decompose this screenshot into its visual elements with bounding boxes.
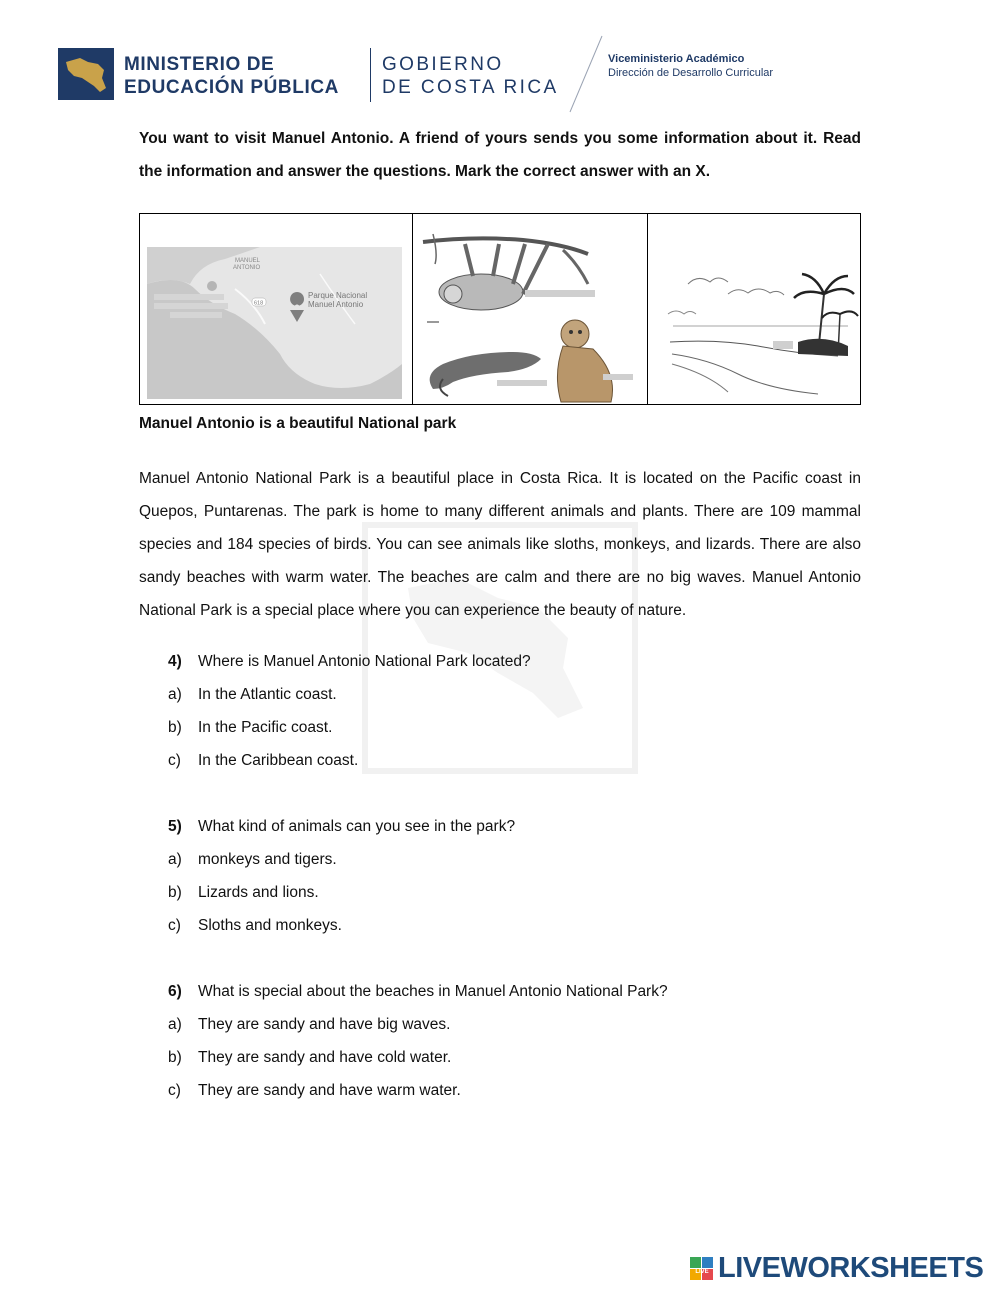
option-letter: a): [168, 851, 182, 868]
option-text: In the Atlantic coast.: [198, 686, 337, 703]
map-park-label-1: Parque Nacional: [308, 291, 368, 300]
park-map: [140, 214, 412, 404]
question-text: What is special about the beaches in Manuel Antonio National Park?: [198, 983, 668, 1000]
vice-ministry-block: [608, 52, 773, 80]
reading-title: Manuel Antonio is a beautiful National park: [139, 415, 457, 432]
liveworksheets-logo: [690, 1250, 990, 1286]
map-hotel-pin-icon: [207, 281, 217, 291]
map-town-label-2: ANTONIO: [233, 265, 261, 271]
option-letter: b): [168, 719, 182, 736]
option-text: Lizards and lions.: [198, 884, 319, 901]
option-text: In the Pacific coast.: [198, 719, 333, 736]
image-table: [139, 213, 861, 405]
government-name: GOBIERNO DE COSTA RICA: [382, 54, 559, 98]
vice-ministry-title: Viceministerio Académico: [608, 53, 745, 65]
animals-cell: [413, 214, 648, 404]
header-diagonal-divider: [566, 34, 606, 114]
badge-text: LIVE: [695, 1269, 709, 1275]
option-letter: c): [168, 917, 181, 934]
instructions: You want to visit Manuel Antonio. A friend of yours sends you some information about it. Read the information and answer the questions. Mark the correct answer with an X.: [139, 130, 861, 180]
map-road-number: 618: [254, 300, 264, 307]
direction-name: Dirección de Desarrollo Curricular: [608, 67, 774, 79]
option-text: They are sandy and have big waves.: [198, 1016, 451, 1033]
page-header: [58, 40, 818, 110]
option-letter: a): [168, 1016, 182, 1033]
option-letter: b): [168, 1049, 182, 1066]
map-park-label-2: Manuel Antonio: [308, 300, 364, 309]
option-text: monkeys and tigers.: [198, 851, 337, 868]
animals-drawing: [413, 214, 647, 404]
option-text: They are sandy and have cold water.: [198, 1049, 452, 1066]
beach-cell: [648, 214, 860, 404]
option-text: They are sandy and have warm water.: [198, 1082, 461, 1099]
question-text: What kind of animals can you see in the park?: [198, 818, 516, 835]
map-town-label-1: MANUEL: [235, 258, 261, 264]
header-divider: [370, 48, 371, 102]
option-letter: b): [168, 884, 182, 901]
option-letter: a): [168, 686, 182, 703]
option-text: In the Caribbean coast.: [198, 752, 359, 769]
reading-paragraph: Manuel Antonio National Park is a beautiful place in Costa Rica. It is located on the Pacific coast in Quepos, Puntarenas. The park is home to many different animals and plants. There are 109 mammal species and 184 species of birds. You can see animals like sloths, monkeys, and lizards. There are also sandy beaches with warm water. The beaches are calm and there are no big waves. Manuel Antonio National Park is a special place where you can experience the beauty of nature.: [139, 470, 861, 619]
liveworksheets-brand: LIVEWORKSHEETS: [718, 1252, 984, 1284]
ministry-name: MINISTERIO DE EDUCACIÓN PÚBLICA: [124, 54, 339, 98]
question-number: 4): [168, 653, 182, 670]
map-cell: [140, 214, 413, 404]
beach-drawing: [648, 214, 860, 404]
question-number: 6): [168, 983, 182, 1000]
option-text: Sloths and monkeys.: [198, 917, 342, 934]
option-letter: c): [168, 1082, 181, 1099]
option-letter: c): [168, 752, 181, 769]
cloud-icon: [688, 278, 728, 284]
ministry-logo: [58, 48, 114, 100]
question-text: Where is Manuel Antonio National Park located?: [198, 653, 531, 670]
monkey-icon: [561, 320, 589, 348]
liveworksheets-badge-icon: [690, 1257, 714, 1281]
question-number: 5): [168, 818, 182, 835]
